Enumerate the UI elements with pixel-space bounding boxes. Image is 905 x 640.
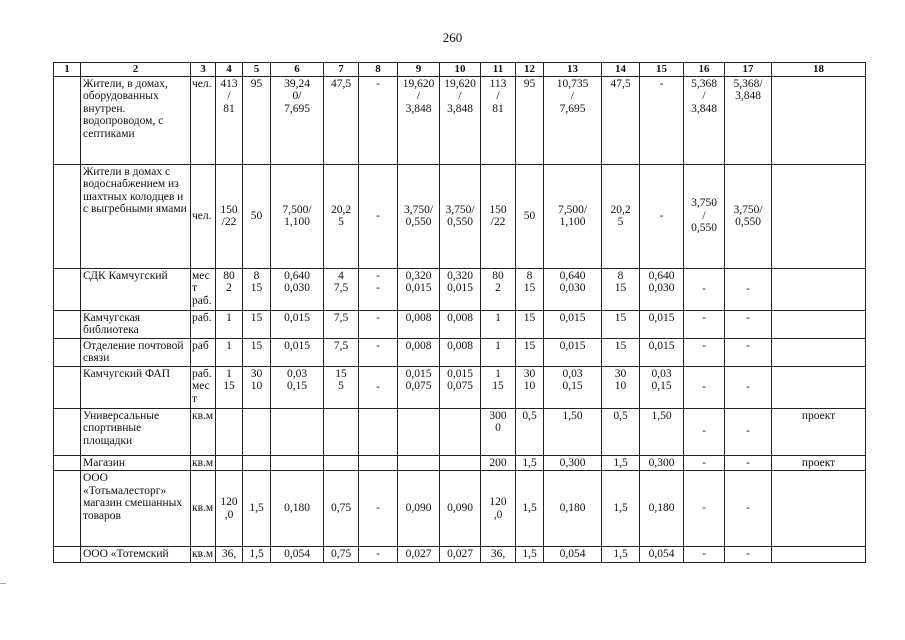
value-cell: 36,: [216, 547, 243, 563]
column-header-7: 7: [324, 63, 359, 77]
unit-cell: раб.: [191, 310, 216, 338]
value-cell: 0,008: [440, 338, 481, 366]
value-cell: 1 15: [216, 366, 243, 408]
value-cell: 1: [481, 310, 516, 338]
row-name-cell: ООО «Тотьмалесторг» магазин смешанных товаров: [81, 471, 191, 547]
value-cell: 0,300: [544, 455, 602, 471]
value-cell: 15: [243, 338, 271, 366]
value-cell: -: [640, 76, 684, 164]
unit-cell: кв.м: [191, 471, 216, 547]
column-header-12: 12: [516, 63, 544, 77]
value-cell: 1: [216, 310, 243, 338]
value-cell: 80 2: [481, 268, 516, 310]
value-cell: -: [725, 455, 772, 471]
value-cell: 1,5: [516, 547, 544, 563]
value-cell: [54, 76, 81, 164]
value-cell: [440, 455, 481, 471]
value-cell: [324, 455, 359, 471]
value-cell: 0,015: [271, 310, 324, 338]
value-cell: -: [684, 338, 725, 366]
column-header-2: 2: [81, 63, 191, 77]
column-header-15: 15: [640, 63, 684, 77]
table-row: [54, 310, 866, 338]
row-name-cell: Камчугская библиотека: [81, 310, 191, 338]
value-cell: 120 ,0: [481, 471, 516, 547]
value-cell: -: [359, 471, 398, 547]
value-cell: 30 10: [243, 366, 271, 408]
column-header-1: 1: [54, 63, 81, 77]
value-cell: 1,5: [602, 547, 640, 563]
value-cell: 0,015: [271, 338, 324, 366]
value-cell: 0,015: [640, 310, 684, 338]
value-cell: 0,320 0,015: [440, 268, 481, 310]
value-cell: 1 15: [481, 366, 516, 408]
value-cell: [772, 366, 866, 408]
value-cell: -: [684, 455, 725, 471]
column-header-13: 13: [544, 63, 602, 77]
value-cell: [398, 455, 440, 471]
value-cell: 7,5: [324, 310, 359, 338]
value-cell: 0,180: [271, 471, 324, 547]
value-cell: 1,5: [602, 455, 640, 471]
value-cell: 0,008: [398, 310, 440, 338]
value-cell: -: [640, 164, 684, 268]
value-cell: [772, 547, 866, 563]
value-cell: 0,015: [544, 338, 602, 366]
table-row: [54, 408, 866, 455]
value-cell: 1,5: [516, 471, 544, 547]
value-cell: [54, 268, 81, 310]
row-name-cell: Магазин: [81, 455, 191, 471]
value-cell: 1,5: [516, 455, 544, 471]
value-cell: 30 10: [602, 366, 640, 408]
value-cell: -: [725, 547, 772, 563]
value-cell: 0,300: [640, 455, 684, 471]
value-cell: [772, 310, 866, 338]
value-cell: 0,008: [398, 338, 440, 366]
table-row: [54, 338, 866, 366]
value-cell: 3,750/ 0,550: [725, 164, 772, 268]
value-cell: -: [359, 547, 398, 563]
value-cell: 0,027: [440, 547, 481, 563]
value-cell: 4 7,5: [324, 268, 359, 310]
value-cell: 200: [481, 455, 516, 471]
value-cell: 113 / 81: [481, 76, 516, 164]
value-cell: 0,75: [324, 547, 359, 563]
column-header-8: 8: [359, 63, 398, 77]
value-cell: 15: [602, 310, 640, 338]
row-name-cell: Универсальные спортивные площадки: [81, 408, 191, 455]
value-cell: 95: [516, 76, 544, 164]
value-cell: -: [725, 471, 772, 547]
value-cell: [271, 408, 324, 455]
value-cell: 0,054: [271, 547, 324, 563]
column-header-9: 9: [398, 63, 440, 77]
value-cell: 1,50: [640, 408, 684, 455]
value-cell: [359, 408, 398, 455]
value-cell: [271, 455, 324, 471]
unit-cell: чел.: [191, 76, 216, 164]
value-cell: 8 15: [243, 268, 271, 310]
column-header-3: 3: [191, 63, 216, 77]
column-header-14: 14: [602, 63, 640, 77]
value-cell: 15: [602, 338, 640, 366]
row-name-cell: Жители в домах с водоснабжением из шахтных колодцев и с выгребными ямами: [81, 164, 191, 268]
column-header-6: 6: [271, 63, 324, 77]
value-cell: 0,5: [516, 408, 544, 455]
row-name-cell: Отделение почтовой связи: [81, 338, 191, 366]
value-cell: 300 0: [481, 408, 516, 455]
unit-cell: мес т раб.: [191, 268, 216, 310]
value-cell: [216, 455, 243, 471]
table-header-row: [54, 63, 866, 77]
value-cell: 0,03 0,15: [544, 366, 602, 408]
value-cell: 3,750 / 0,550: [684, 164, 725, 268]
value-cell: 50: [516, 164, 544, 268]
value-cell: [772, 338, 866, 366]
value-cell: 8 15: [516, 268, 544, 310]
value-cell: -: [725, 338, 772, 366]
value-cell: 95: [243, 76, 271, 164]
value-cell: [243, 408, 271, 455]
value-cell: [54, 338, 81, 366]
value-cell: [772, 268, 866, 310]
value-cell: [772, 76, 866, 164]
value-cell: 0,640 0,030: [640, 268, 684, 310]
value-cell: 8 15: [602, 268, 640, 310]
value-cell: проект: [772, 455, 866, 471]
value-cell: [216, 408, 243, 455]
value-cell: -: [725, 268, 772, 310]
value-cell: 20,2 5: [602, 164, 640, 268]
table-row: [54, 76, 866, 164]
value-cell: 0,054: [640, 547, 684, 563]
value-cell: 0,640 0,030: [271, 268, 324, 310]
value-cell: 36,: [481, 547, 516, 563]
value-cell: [54, 408, 81, 455]
table-row: [54, 268, 866, 310]
table-row: [54, 164, 866, 268]
value-cell: 10,735 / 7,695: [544, 76, 602, 164]
value-cell: [54, 310, 81, 338]
value-cell: 39,24 0/ 7,695: [271, 76, 324, 164]
value-cell: 413 / 81: [216, 76, 243, 164]
table-row: [54, 366, 866, 408]
unit-cell: раб. мес т: [191, 366, 216, 408]
value-cell: 1: [481, 338, 516, 366]
value-cell: 19,620 / 3,848: [398, 76, 440, 164]
value-cell: -: [684, 471, 725, 547]
table-row: [54, 455, 866, 471]
value-cell: [54, 547, 81, 563]
value-cell: 15: [243, 310, 271, 338]
value-cell: 7,500/ 1,100: [544, 164, 602, 268]
value-cell: 0,320 0,015: [398, 268, 440, 310]
value-cell: 47,5: [602, 76, 640, 164]
value-cell: [324, 408, 359, 455]
value-cell: проект: [772, 408, 866, 455]
value-cell: [54, 471, 81, 547]
value-cell: -: [684, 310, 725, 338]
value-cell: 0,03 0,15: [640, 366, 684, 408]
column-header-17: 17: [725, 63, 772, 77]
value-cell: 0,015 0,075: [440, 366, 481, 408]
value-cell: 0,015 0,075: [398, 366, 440, 408]
value-cell: -: [359, 338, 398, 366]
value-cell: -: [684, 547, 725, 563]
row-name-cell: Камчугский ФАП: [81, 366, 191, 408]
value-cell: 0,180: [640, 471, 684, 547]
page-number: 260: [442, 30, 463, 45]
value-cell: 0,090: [398, 471, 440, 547]
value-cell: 120 ,0: [216, 471, 243, 547]
value-cell: 150 /22: [481, 164, 516, 268]
value-cell: -: [359, 164, 398, 268]
value-cell: 1,5: [243, 547, 271, 563]
value-cell: -: [359, 366, 398, 408]
row-name-cell: СДК Камчугский: [81, 268, 191, 310]
data-table: [53, 62, 866, 563]
value-cell: 15 5: [324, 366, 359, 408]
value-cell: -: [725, 310, 772, 338]
value-cell: 80 2: [216, 268, 243, 310]
unit-cell: кв.м: [191, 408, 216, 455]
value-cell: -: [684, 268, 725, 310]
column-header-11: 11: [481, 63, 516, 77]
value-cell: 5,368 / 3,848: [684, 76, 725, 164]
unit-cell: раб: [191, 338, 216, 366]
value-cell: -: [725, 366, 772, 408]
table-row: [54, 471, 866, 547]
value-cell: 0,015: [640, 338, 684, 366]
value-cell: 5,368/ 3,848: [725, 76, 772, 164]
value-cell: [54, 366, 81, 408]
row-name-cell: ООО «Тотемский: [81, 547, 191, 563]
value-cell: 15: [516, 338, 544, 366]
value-cell: [440, 408, 481, 455]
value-cell: 0,015: [544, 310, 602, 338]
value-cell: 0,054: [544, 547, 602, 563]
value-cell: 1: [216, 338, 243, 366]
unit-cell: кв.м: [191, 547, 216, 563]
column-header-4: 4: [216, 63, 243, 77]
unit-cell: чел.: [191, 164, 216, 268]
value-cell: 30 10: [516, 366, 544, 408]
table-row: [54, 547, 866, 563]
value-cell: [54, 164, 81, 268]
value-cell: -: [725, 408, 772, 455]
value-cell: 20,2 5: [324, 164, 359, 268]
value-cell: 0,75: [324, 471, 359, 547]
column-header-18: 18: [772, 63, 866, 77]
value-cell: 3,750/ 0,550: [398, 164, 440, 268]
value-cell: 50: [243, 164, 271, 268]
value-cell: [243, 455, 271, 471]
value-cell: 0,180: [544, 471, 602, 547]
value-cell: 3,750/ 0,550: [440, 164, 481, 268]
value-cell: 7,5: [324, 338, 359, 366]
value-cell: 150 /22: [216, 164, 243, 268]
value-cell: 0,03 0,15: [271, 366, 324, 408]
value-cell: -: [359, 310, 398, 338]
value-cell: [359, 455, 398, 471]
value-cell: 1,50: [544, 408, 602, 455]
value-cell: -: [684, 408, 725, 455]
value-cell: 19,620 / 3,848: [440, 76, 481, 164]
value-cell: [772, 164, 866, 268]
value-cell: 0,5: [602, 408, 640, 455]
value-cell: [54, 455, 81, 471]
value-cell: 7,500/ 1,100: [271, 164, 324, 268]
value-cell: 1,5: [602, 471, 640, 547]
unit-cell: кв.м: [191, 455, 216, 471]
value-cell: -: [359, 76, 398, 164]
column-header-16: 16: [684, 63, 725, 77]
value-cell: [398, 408, 440, 455]
value-cell: 15: [516, 310, 544, 338]
value-cell: [772, 471, 866, 547]
column-header-5: 5: [243, 63, 271, 77]
value-cell: 0,090: [440, 471, 481, 547]
value-cell: 0,008: [440, 310, 481, 338]
row-name-cell: Жители, в домах, оборудованных внутрен. водопроводом, с септиками: [81, 76, 191, 164]
value-cell: 0,027: [398, 547, 440, 563]
value-cell: 1,5: [243, 471, 271, 547]
edge-mark: [0, 583, 6, 584]
value-cell: -: [684, 366, 725, 408]
value-cell: - -: [359, 268, 398, 310]
value-cell: 0,640 0,030: [544, 268, 602, 310]
value-cell: 47,5: [324, 76, 359, 164]
column-header-10: 10: [440, 63, 481, 77]
